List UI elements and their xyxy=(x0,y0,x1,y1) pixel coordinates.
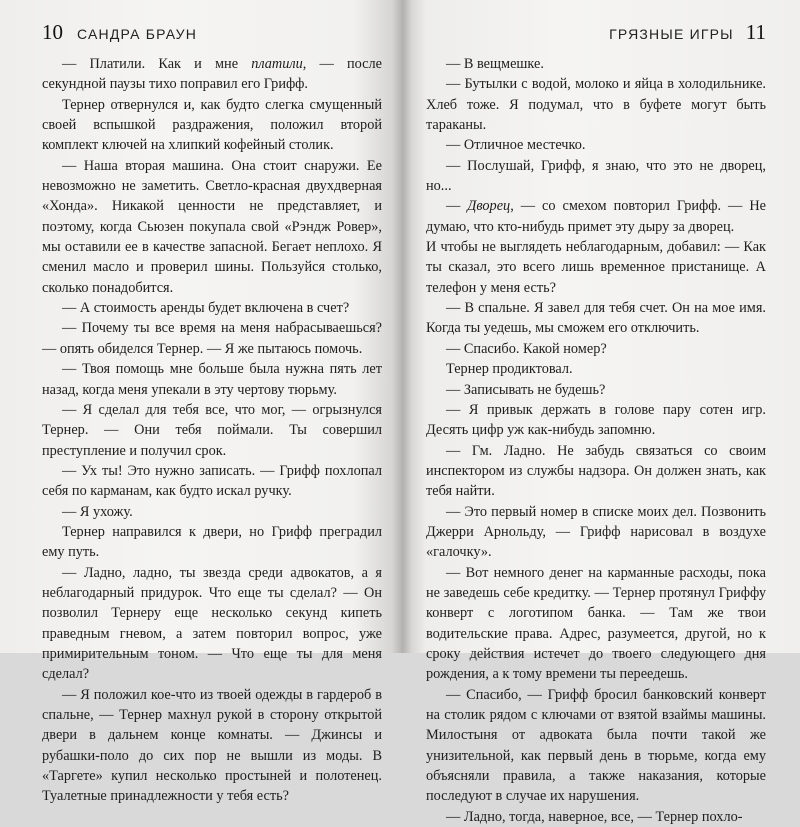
text-run: — Ух ты! Это нужно записать. — Грифф похлопал себя по карманам, как будто искал ручку. xyxy=(42,462,382,500)
text-run: Тернер продиктовал. xyxy=(446,361,573,378)
text-run: — Это первый номер в списке моих дел. Позвонить Джерри Арнольду, — Грифф нарисовал в воздухе «галочку». xyxy=(426,503,766,561)
text-run: — Наша вторая машина. Она стоит снаружи. Ее невозможно не заметить. Светло-красная двухдверная «Хонда». Никакой ценности не представляет, и поэтому, когда Сьюзен покупала свой «Рэндж Ровер», мы оставили ее в качестве запасной. Бегает неплохо. Я сменил масло и проверил шины. Пользуйся столько, сколько понадобится. xyxy=(42,157,382,296)
paragraph xyxy=(426,74,766,135)
paragraph xyxy=(426,54,766,74)
text-run: — Отличное местечко. xyxy=(446,137,586,154)
text-run: , — после секундной паузы тихо поправил его Грифф. xyxy=(42,56,382,93)
paragraph xyxy=(42,298,382,318)
text-run: Тернер отвернулся и, как будто слегка смущенный своей вспышкой раздражения, положил второй комплект ключей на хлипкий кофейный столик. xyxy=(42,96,382,154)
paragraph xyxy=(42,563,382,685)
paragraph xyxy=(426,400,766,441)
left-page-number: 10 xyxy=(42,20,63,44)
book-title-header: ГРЯЗНЫЕ ИГРЫ xyxy=(609,26,734,42)
paragraph xyxy=(426,563,766,685)
gutter-shadow-left xyxy=(392,0,402,653)
gutter-shadow-right xyxy=(402,0,412,653)
paragraph xyxy=(426,237,766,298)
paragraph xyxy=(42,461,382,502)
text-run: — Я положил кое-что из твоей одежды в гардероб в спальне, — Тернер махнул рукой в сторону открытой двери в дальнем конце комнаты. — Джинсы и рубашки-поло до сих пор не вышли из моды. В «Таргете» купил несколько простыней и полотенец. Туалетные принадлежности у тебя есть? xyxy=(42,686,382,805)
text-run: — В вещмешке. xyxy=(446,56,544,72)
paragraph xyxy=(42,502,382,522)
text-run: — xyxy=(446,198,468,215)
paragraph xyxy=(42,359,382,400)
paragraph xyxy=(426,359,766,379)
paragraph xyxy=(426,298,766,339)
text-run: Тернер направился к двери, но Грифф преградил ему путь. xyxy=(42,523,382,561)
paragraph xyxy=(42,318,382,359)
text-run: — Ладно, тогда, наверное, все, — Тернер похло- xyxy=(446,808,743,825)
paragraph xyxy=(42,522,382,563)
right-page-number: 11 xyxy=(745,20,766,44)
text-run: — А стоимость аренды будет включена в счет? xyxy=(62,300,350,317)
left-page xyxy=(0,0,402,805)
right-running-head xyxy=(426,20,766,50)
text-run: — Я привык держать в голове пару сотен игр. Десять цифр уж как-нибудь запомню. xyxy=(426,401,766,439)
paragraph xyxy=(426,502,766,563)
text-run: И чтобы не выглядеть неблагодарным, добавил: — Как ты сказал, это всего лишь временное пристанище. А телефон у меня есть? xyxy=(426,239,766,296)
text-run: , — со смехом повторил Грифф. — Не думаю, что кто-нибудь примет эту дыру за дворец. xyxy=(426,198,766,235)
paragraph xyxy=(426,156,766,197)
text-run: — Платили. Как и мне xyxy=(62,56,252,72)
text-run: — Гм. Ладно. Не забудь связаться со своим инспектором из службы надзора. Он должен знать, как тебя найти. xyxy=(426,442,766,500)
paragraph xyxy=(426,380,766,400)
text-run: — Спасибо, — Грифф бросил банковский конверт на столик рядом с ключами от взятой взаймы машины. Милостыня от адвоката была почти такой же унизительной, как первый день в тюрьме, когда ему объясняли правила, а также наказания, которые последуют в случае их нарушения. xyxy=(426,686,766,805)
text-run: — Бутылки с водой, молоко и яйца в холодильнике. Хлеб тоже. Я подумал, что в буфете могут быть тараканы. xyxy=(426,76,766,134)
right-page xyxy=(402,0,800,825)
left-running-head xyxy=(42,20,382,50)
text-run: — В спальне. Я завел для тебя счет. Он на мое имя. Когда ты уедешь, мы сможем его отключить. xyxy=(426,300,766,337)
paragraph xyxy=(42,685,382,807)
text-run: — Записывать не будешь? xyxy=(446,381,606,398)
paragraph xyxy=(426,135,766,155)
left-page-text xyxy=(42,54,382,807)
paragraph xyxy=(426,807,766,827)
emphasized-text: Дворец xyxy=(467,198,511,215)
text-run: — Вот немного денег на карманные расходы, пока не заведешь себе кредитку. — Тернер протянул Гриффу конверт с логотипом банка. — Там же твои водительские права. Адрес, разумеется, другой, но к сроку действия истечет до твоего следующего дня рождения, а к тому времени ты переедешь. xyxy=(426,564,766,683)
paragraph xyxy=(42,54,382,95)
author-header: САНДРА БРАУН xyxy=(77,26,198,42)
text-run: — Послушай, Грифф, я знаю, что это не дворец, но... xyxy=(426,157,766,195)
text-run: — Я сделал для тебя все, что мог, — огрызнулся Тернер. — Они тебя поймали. Ты совершил преступление и получил срок. xyxy=(42,401,382,459)
text-run: — Ладно, ладно, ты звезда среди адвокатов, а я неблагодарный придурок. Что еще ты сделал? — Он позволил Тернеру еще несколько секунд кипеть праведным гневом, а затем повторил вопрос, уже примирительным тоном. — Что еще ты для меня сделал? xyxy=(42,564,382,683)
emphasized-text: платили xyxy=(251,56,303,72)
paragraph xyxy=(42,156,382,298)
paragraph xyxy=(42,400,382,461)
text-run: — Почему ты все время на меня набрасываешься? — опять обиделся Тернер. — Я же пытаюсь помочь. xyxy=(42,320,382,357)
text-run: — Твоя помощь мне больше была нужна пять лет назад, когда меня упекали в эту чертову тюрьму. xyxy=(42,361,382,398)
paragraph xyxy=(426,339,766,359)
paragraph xyxy=(426,685,766,807)
paragraph xyxy=(426,441,766,502)
right-page-text xyxy=(426,54,766,827)
text-run: — Я ухожу. xyxy=(62,503,133,520)
paragraph xyxy=(42,95,382,156)
paragraph xyxy=(426,196,766,237)
text-run: — Спасибо. Какой номер? xyxy=(446,340,607,357)
